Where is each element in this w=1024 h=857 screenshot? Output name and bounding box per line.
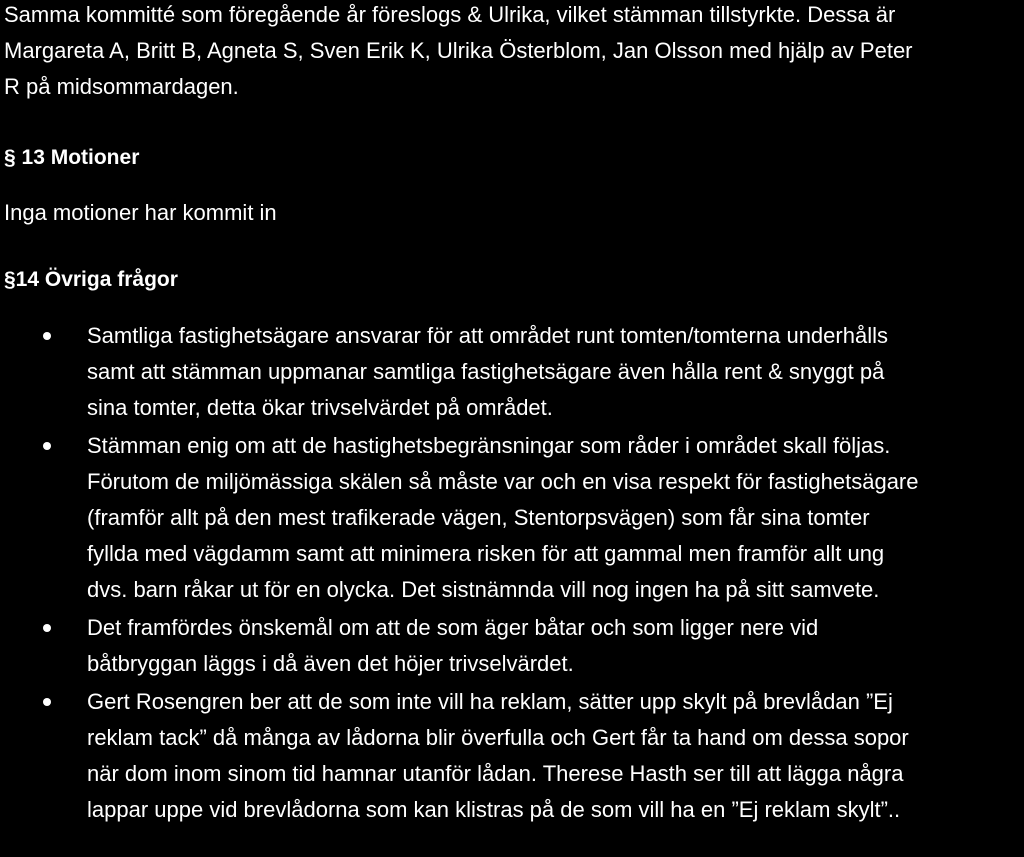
- section-13-text: Inga motioner har kommit in: [4, 200, 277, 225]
- section-14-bullet-list: [0, 318, 1024, 830]
- list-item-line: dvs. barn råkar ut för en olycka. Det sistnämnda vill nog ingen ha på sitt samvete.: [87, 577, 880, 602]
- list-item: [0, 428, 1024, 608]
- list-item-line: Förutom de miljömässiga skälen så måste var och en visa respekt för fastighetsägare: [87, 469, 919, 494]
- bullet-icon: [43, 698, 51, 706]
- list-item: [0, 684, 1024, 828]
- section-13-heading: § 13 Motioner: [4, 146, 140, 169]
- list-item-line: (framför allt på den mest trafikerade vägen, Stentorpsvägen) som får sina tomter: [87, 505, 870, 530]
- list-item-line: när dom inom sinom tid hamnar utanför lådan. Therese Hasth ser till att lägga några: [87, 761, 904, 786]
- list-item-line: samt att stämman uppmanar samtliga fastighetsägare även hålla rent & snyggt på: [87, 359, 885, 384]
- intro-line: Margareta A, Britt B, Agneta S, Sven Erik K, Ulrika Österblom, Jan Olsson med hjälp av Peter: [4, 38, 913, 63]
- intro-line: Samma kommitté som föregående år föreslogs & Ulrika, vilket stämman tillstyrkte. Dessa är: [4, 2, 896, 27]
- list-item-line: fyllda med vägdamm samt att minimera risken för att gammal men framför allt ung: [87, 541, 885, 566]
- list-item-line: sina tomter, detta ökar trivselvärdet på området.: [87, 395, 553, 420]
- bullet-icon: [43, 332, 51, 340]
- section-14-heading: §14 Övriga frågor: [4, 268, 178, 291]
- bullet-icon: [43, 624, 51, 632]
- bullet-icon: [43, 442, 51, 450]
- list-item-line: Samtliga fastighetsägare ansvarar för att området runt tomten/tomterna underhålls: [87, 323, 888, 348]
- list-item-line: Gert Rosengren ber att de som inte vill ha reklam, sätter upp skylt på brevlådan ”Ej: [87, 689, 893, 714]
- list-item-line: reklam tack” då många av lådorna blir överfulla och Gert får ta hand om dessa sopor: [87, 725, 909, 750]
- list-item-line: lappar uppe vid brevlådorna som kan klistras på de som vill ha en ”Ej reklam skylt”..: [87, 797, 901, 822]
- list-item-line: Stämman enig om att de hastighetsbegränsningar som råder i området skall följas.: [87, 433, 891, 458]
- intro-paragraph: [0, 0, 913, 105]
- list-item: [0, 318, 1024, 426]
- list-item-line: båtbryggan läggs i då även det höjer trivselvärdet.: [87, 651, 574, 676]
- intro-line: R på midsommardagen.: [4, 74, 239, 99]
- list-item-line: Det framfördes önskemål om att de som äger båtar och som ligger nere vid: [87, 615, 819, 640]
- list-item: [0, 610, 1024, 682]
